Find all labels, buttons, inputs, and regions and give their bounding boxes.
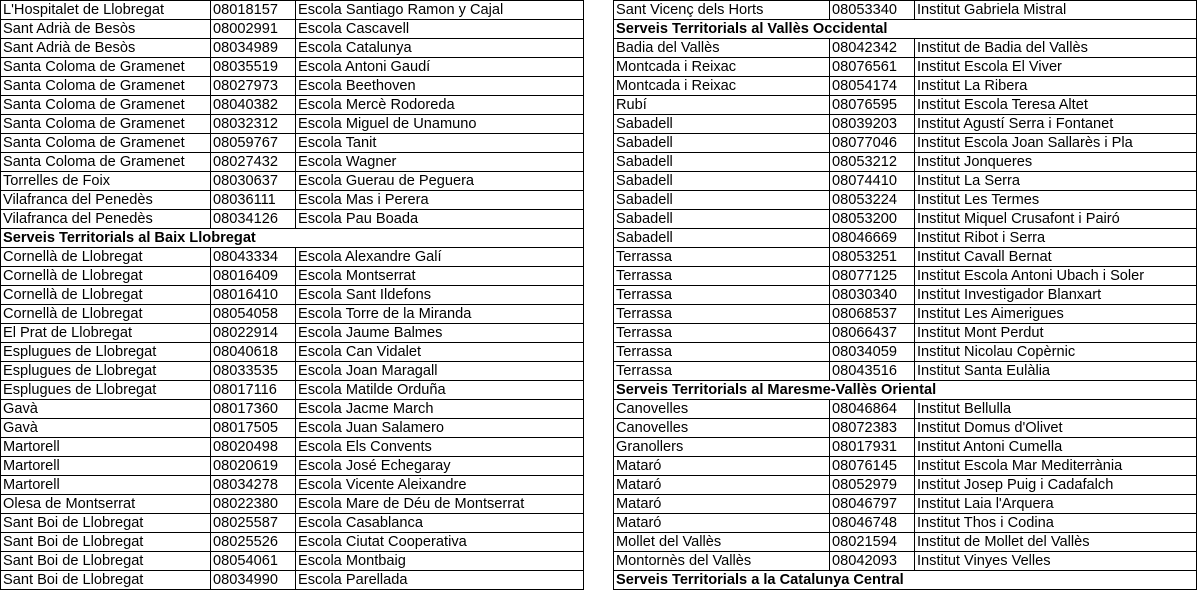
table-row — [1, 39, 584, 58]
school-code-cell: 08034990 — [211, 571, 296, 590]
school-name-cell: Institut Miquel Crusafont i Pairó — [915, 210, 1197, 229]
table-row — [614, 58, 1197, 77]
municipality-cell: Sabadell — [614, 115, 830, 134]
left-table-body — [1, 1, 584, 590]
school-name-cell: Escola José Echegaray — [296, 457, 584, 476]
table-row — [614, 476, 1197, 495]
municipality-cell: Sant Adrià de Besòs — [1, 39, 211, 58]
table-row — [1, 457, 584, 476]
section-title: Serveis Territorials al Maresme-Vallès Oriental — [614, 381, 1197, 400]
school-name-cell: Escola Can Vidalet — [296, 343, 584, 362]
table-row — [614, 552, 1197, 571]
table-row — [614, 362, 1197, 381]
municipality-cell: Terrassa — [614, 267, 830, 286]
school-code-cell: 08016409 — [211, 267, 296, 286]
school-name-cell: Institut Nicolau Copèrnic — [915, 343, 1197, 362]
municipality-cell: Terrassa — [614, 248, 830, 267]
school-name-cell: Escola Alexandre Galí — [296, 248, 584, 267]
section-title: Serveis Territorials al Baix Llobregat — [1, 229, 584, 248]
school-code-cell: 08040382 — [211, 96, 296, 115]
municipality-cell: Sabadell — [614, 153, 830, 172]
municipality-cell: Sabadell — [614, 191, 830, 210]
municipality-cell: Martorell — [1, 476, 211, 495]
school-code-cell: 08018157 — [211, 1, 296, 20]
school-code-cell: 08035519 — [211, 58, 296, 77]
left-school-table — [0, 0, 584, 590]
school-name-cell: Escola Cascavell — [296, 20, 584, 39]
school-name-cell: Escola Juan Salamero — [296, 419, 584, 438]
school-code-cell: 08053224 — [830, 191, 915, 210]
school-name-cell: Escola Ciutat Cooperativa — [296, 533, 584, 552]
school-code-cell: 08046669 — [830, 229, 915, 248]
municipality-cell: Rubí — [614, 96, 830, 115]
school-name-cell: Institut Escola Mar Mediterrània — [915, 457, 1197, 476]
school-code-cell: 08068537 — [830, 305, 915, 324]
school-code-cell: 08030340 — [830, 286, 915, 305]
table-row — [1, 191, 584, 210]
school-code-cell: 08046748 — [830, 514, 915, 533]
table-row — [1, 20, 584, 39]
municipality-cell: Granollers — [614, 438, 830, 457]
table-row — [1, 305, 584, 324]
school-name-cell: Escola Catalunya — [296, 39, 584, 58]
table-row — [614, 191, 1197, 210]
table-row — [1, 324, 584, 343]
school-code-cell: 08032312 — [211, 115, 296, 134]
school-code-cell: 08054058 — [211, 305, 296, 324]
school-code-cell: 08053200 — [830, 210, 915, 229]
municipality-cell: Canovelles — [614, 419, 830, 438]
table-row — [614, 153, 1197, 172]
table-row — [614, 267, 1197, 286]
municipality-cell: Esplugues de Llobregat — [1, 362, 211, 381]
municipality-cell: Gavà — [1, 419, 211, 438]
school-name-cell: Institut Laia l'Arquera — [915, 495, 1197, 514]
school-name-cell: Escola Antoni Gaudí — [296, 58, 584, 77]
table-row — [1, 419, 584, 438]
school-code-cell: 08053340 — [830, 1, 915, 20]
school-name-cell: Institut Santa Eulàlia — [915, 362, 1197, 381]
municipality-cell: El Prat de Llobregat — [1, 324, 211, 343]
school-name-cell: Escola Pau Boada — [296, 210, 584, 229]
school-name-cell: Institut Les Aimerigues — [915, 305, 1197, 324]
school-code-cell: 08076595 — [830, 96, 915, 115]
school-code-cell: 08046797 — [830, 495, 915, 514]
municipality-cell: Sabadell — [614, 172, 830, 191]
table-row — [1, 343, 584, 362]
section-header-row — [614, 571, 1197, 590]
school-code-cell: 08072383 — [830, 419, 915, 438]
municipality-cell: Vilafranca del Penedès — [1, 210, 211, 229]
municipality-cell: Cornellà de Llobregat — [1, 248, 211, 267]
table-row — [614, 229, 1197, 248]
school-code-cell: 08021594 — [830, 533, 915, 552]
school-code-cell: 08027973 — [211, 77, 296, 96]
table-row — [614, 210, 1197, 229]
school-code-cell: 08054174 — [830, 77, 915, 96]
table-row — [614, 324, 1197, 343]
school-name-cell: Escola Mare de Déu de Montserrat — [296, 495, 584, 514]
section-title: Serveis Territorials al Vallès Occidental — [614, 20, 1197, 39]
school-name-cell: Institut Escola Antoni Ubach i Soler — [915, 267, 1197, 286]
school-name-cell: Escola Casablanca — [296, 514, 584, 533]
school-code-cell: 08017931 — [830, 438, 915, 457]
school-code-cell: 08043334 — [211, 248, 296, 267]
school-name-cell: Escola Montserrat — [296, 267, 584, 286]
school-code-cell: 08034989 — [211, 39, 296, 58]
table-row — [1, 400, 584, 419]
table-row — [614, 77, 1197, 96]
school-name-cell: Escola Jaume Balmes — [296, 324, 584, 343]
table-row — [1, 248, 584, 267]
table-row — [1, 552, 584, 571]
municipality-cell: Sabadell — [614, 210, 830, 229]
school-code-cell: 08017505 — [211, 419, 296, 438]
school-name-cell: Institut Les Termes — [915, 191, 1197, 210]
table-row — [614, 248, 1197, 267]
municipality-cell: Santa Coloma de Gramenet — [1, 77, 211, 96]
school-name-cell: Institut La Serra — [915, 172, 1197, 191]
school-code-cell: 08053212 — [830, 153, 915, 172]
section-title: Serveis Territorials a la Catalunya Central — [614, 571, 1197, 590]
table-row — [1, 115, 584, 134]
school-code-cell: 08027432 — [211, 153, 296, 172]
table-row — [614, 305, 1197, 324]
municipality-cell: Badia del Vallès — [614, 39, 830, 58]
municipality-cell: Terrassa — [614, 324, 830, 343]
school-code-cell: 08002991 — [211, 20, 296, 39]
municipality-cell: L'Hospitalet de Llobregat — [1, 1, 211, 20]
school-code-cell: 08043516 — [830, 362, 915, 381]
municipality-cell: Santa Coloma de Gramenet — [1, 115, 211, 134]
school-name-cell: Institut Escola El Viver — [915, 58, 1197, 77]
table-row — [1, 153, 584, 172]
municipality-cell: Mollet del Vallès — [614, 533, 830, 552]
municipality-cell: Santa Coloma de Gramenet — [1, 153, 211, 172]
school-code-cell: 08025587 — [211, 514, 296, 533]
municipality-cell: Sant Vicenç dels Horts — [614, 1, 830, 20]
municipality-cell: Mataró — [614, 457, 830, 476]
table-row — [614, 419, 1197, 438]
municipality-cell: Montornès del Vallès — [614, 552, 830, 571]
school-name-cell: Institut Jonqueres — [915, 153, 1197, 172]
school-code-cell: 08066437 — [830, 324, 915, 343]
municipality-cell: Canovelles — [614, 400, 830, 419]
table-row — [1, 286, 584, 305]
school-code-cell: 08030637 — [211, 172, 296, 191]
municipality-cell: Vilafranca del Penedès — [1, 191, 211, 210]
municipality-cell: Terrassa — [614, 362, 830, 381]
table-row — [614, 172, 1197, 191]
municipality-cell: Mataró — [614, 476, 830, 495]
school-name-cell: Escola Tanit — [296, 134, 584, 153]
school-code-cell: 08034059 — [830, 343, 915, 362]
school-name-cell: Institut Antoni Cumella — [915, 438, 1197, 457]
municipality-cell: Sant Boi de Llobregat — [1, 552, 211, 571]
table-row — [614, 438, 1197, 457]
municipality-cell: Mataró — [614, 514, 830, 533]
school-code-cell: 08077046 — [830, 134, 915, 153]
municipality-cell: Olesa de Montserrat — [1, 495, 211, 514]
municipality-cell: Esplugues de Llobregat — [1, 343, 211, 362]
school-name-cell: Institut de Mollet del Vallès — [915, 533, 1197, 552]
school-name-cell: Escola Sant Ildefons — [296, 286, 584, 305]
right-school-table — [613, 0, 1197, 590]
table-row — [1, 438, 584, 457]
school-code-cell: 08036111 — [211, 191, 296, 210]
school-name-cell: Escola Wagner — [296, 153, 584, 172]
municipality-cell: Martorell — [1, 438, 211, 457]
table-row — [1, 1, 584, 20]
municipality-cell: Sabadell — [614, 134, 830, 153]
table-row — [614, 495, 1197, 514]
school-name-cell: Institut Domus d'Olivet — [915, 419, 1197, 438]
school-code-cell: 08074410 — [830, 172, 915, 191]
municipality-cell: Sabadell — [614, 229, 830, 248]
school-code-cell: 08054061 — [211, 552, 296, 571]
school-code-cell: 08017116 — [211, 381, 296, 400]
school-name-cell: Escola Montbaig — [296, 552, 584, 571]
school-code-cell: 08022380 — [211, 495, 296, 514]
school-name-cell: Escola Torre de la Miranda — [296, 305, 584, 324]
school-code-cell: 08046864 — [830, 400, 915, 419]
municipality-cell: Esplugues de Llobregat — [1, 381, 211, 400]
school-name-cell: Escola Mas i Perera — [296, 191, 584, 210]
municipality-cell: Terrassa — [614, 286, 830, 305]
school-code-cell: 08042093 — [830, 552, 915, 571]
school-name-cell: Institut La Ribera — [915, 77, 1197, 96]
table-row — [614, 533, 1197, 552]
table-row — [614, 96, 1197, 115]
school-name-cell: Institut Josep Puig i Cadafalch — [915, 476, 1197, 495]
table-row — [1, 134, 584, 153]
municipality-cell: Sant Boi de Llobregat — [1, 571, 211, 590]
table-row — [1, 58, 584, 77]
municipality-cell: Mataró — [614, 495, 830, 514]
municipality-cell: Sant Adrià de Besòs — [1, 20, 211, 39]
school-name-cell: Institut Escola Joan Sallarès i Pla — [915, 134, 1197, 153]
table-row — [1, 210, 584, 229]
municipality-cell: Montcada i Reixac — [614, 77, 830, 96]
table-row — [1, 172, 584, 191]
table-row — [1, 381, 584, 400]
school-code-cell: 08034126 — [211, 210, 296, 229]
school-name-cell: Institut Escola Teresa Altet — [915, 96, 1197, 115]
school-name-cell: Institut de Badia del Vallès — [915, 39, 1197, 58]
table-row — [614, 514, 1197, 533]
school-name-cell: Escola Joan Maragall — [296, 362, 584, 381]
table-row — [1, 362, 584, 381]
school-name-cell: Escola Beethoven — [296, 77, 584, 96]
municipality-cell: Sant Boi de Llobregat — [1, 533, 211, 552]
school-name-cell: Institut Investigador Blanxart — [915, 286, 1197, 305]
school-code-cell: 08076561 — [830, 58, 915, 77]
municipality-cell: Sant Boi de Llobregat — [1, 514, 211, 533]
table-row — [614, 1, 1197, 20]
school-name-cell: Institut Bellulla — [915, 400, 1197, 419]
section-header-row — [1, 229, 584, 248]
school-name-cell: Institut Ribot i Serra — [915, 229, 1197, 248]
table-row — [1, 495, 584, 514]
municipality-cell: Cornellà de Llobregat — [1, 305, 211, 324]
school-code-cell: 08022914 — [211, 324, 296, 343]
municipality-cell: Martorell — [1, 457, 211, 476]
school-name-cell: Escola Els Convents — [296, 438, 584, 457]
municipality-cell: Santa Coloma de Gramenet — [1, 58, 211, 77]
school-code-cell: 08076145 — [830, 457, 915, 476]
school-code-cell: 08034278 — [211, 476, 296, 495]
municipality-cell: Cornellà de Llobregat — [1, 267, 211, 286]
table-row — [1, 267, 584, 286]
table-row — [614, 286, 1197, 305]
school-code-cell: 08016410 — [211, 286, 296, 305]
school-name-cell: Escola Jacme March — [296, 400, 584, 419]
school-code-cell: 08033535 — [211, 362, 296, 381]
table-row — [614, 134, 1197, 153]
school-name-cell: Escola Santiago Ramon y Cajal — [296, 1, 584, 20]
school-code-cell: 08042342 — [830, 39, 915, 58]
municipality-cell: Santa Coloma de Gramenet — [1, 134, 211, 153]
school-name-cell: Institut Agustí Serra i Fontanet — [915, 115, 1197, 134]
table-row — [1, 96, 584, 115]
school-name-cell: Institut Mont Perdut — [915, 324, 1197, 343]
table-row — [614, 400, 1197, 419]
municipality-cell: Torrelles de Foix — [1, 172, 211, 191]
school-code-cell: 08052979 — [830, 476, 915, 495]
municipality-cell: Cornellà de Llobregat — [1, 286, 211, 305]
school-code-cell: 08020619 — [211, 457, 296, 476]
school-name-cell: Institut Vinyes Velles — [915, 552, 1197, 571]
school-name-cell: Escola Miguel de Unamuno — [296, 115, 584, 134]
table-row — [614, 39, 1197, 58]
section-header-row — [614, 381, 1197, 400]
right-table-body — [614, 1, 1197, 590]
school-code-cell: 08025526 — [211, 533, 296, 552]
table-row — [1, 533, 584, 552]
school-code-cell: 08077125 — [830, 267, 915, 286]
school-name-cell: Escola Guerau de Peguera — [296, 172, 584, 191]
table-row — [1, 571, 584, 590]
table-row — [1, 476, 584, 495]
school-name-cell: Escola Mercè Rodoreda — [296, 96, 584, 115]
school-name-cell: Escola Parellada — [296, 571, 584, 590]
municipality-cell: Montcada i Reixac — [614, 58, 830, 77]
table-row — [1, 514, 584, 533]
school-code-cell: 08059767 — [211, 134, 296, 153]
school-code-cell: 08020498 — [211, 438, 296, 457]
table-row — [1, 77, 584, 96]
school-name-cell: Institut Cavall Bernat — [915, 248, 1197, 267]
school-code-cell: 08040618 — [211, 343, 296, 362]
school-code-cell: 08039203 — [830, 115, 915, 134]
table-row — [614, 457, 1197, 476]
school-name-cell: Institut Thos i Codina — [915, 514, 1197, 533]
municipality-cell: Terrassa — [614, 343, 830, 362]
section-header-row — [614, 20, 1197, 39]
school-name-cell: Institut Gabriela Mistral — [915, 1, 1197, 20]
school-code-cell: 08017360 — [211, 400, 296, 419]
table-row — [614, 115, 1197, 134]
school-name-cell: Escola Vicente Aleixandre — [296, 476, 584, 495]
school-code-cell: 08053251 — [830, 248, 915, 267]
municipality-cell: Santa Coloma de Gramenet — [1, 96, 211, 115]
municipality-cell: Terrassa — [614, 305, 830, 324]
table-row — [614, 343, 1197, 362]
municipality-cell: Gavà — [1, 400, 211, 419]
school-name-cell: Escola Matilde Orduña — [296, 381, 584, 400]
